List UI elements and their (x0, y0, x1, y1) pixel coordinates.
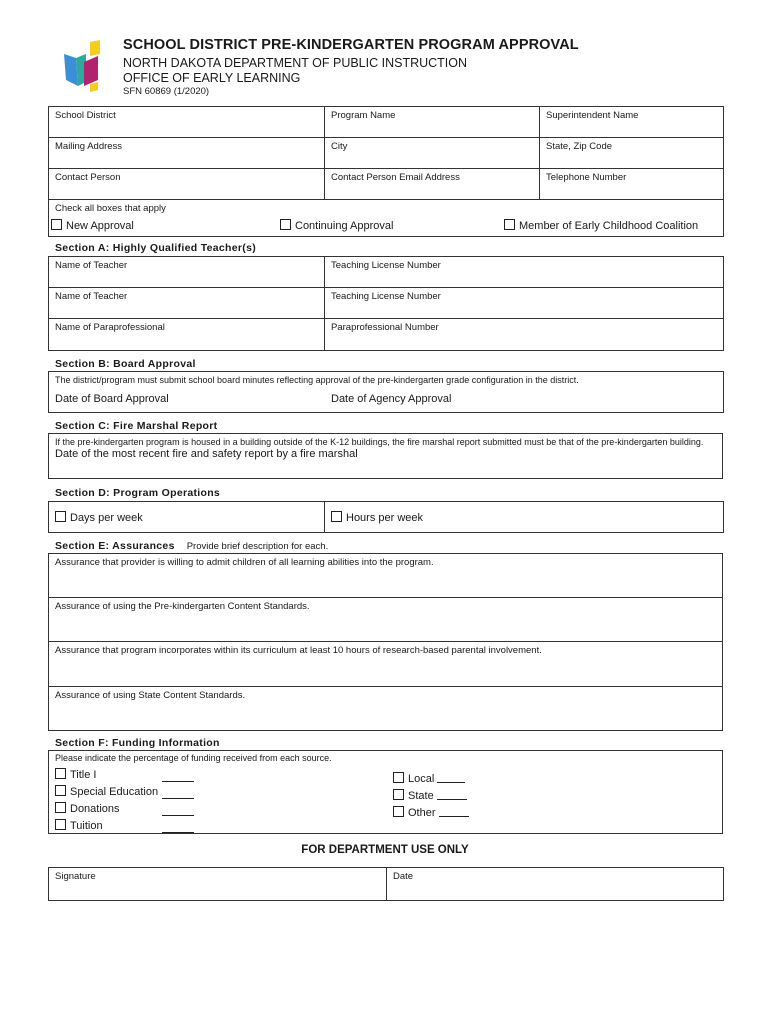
section-d-table (48, 501, 724, 533)
agency-approval-date-label[interactable]: Date of Agency Approval (331, 393, 452, 405)
new-approval-label: New Approval (66, 220, 134, 232)
teacher-name-2-label: Name of Teacher (55, 291, 128, 302)
section-e-heading: Section E: Assurances (55, 540, 175, 552)
section-e-table (48, 553, 723, 731)
city-label: City (331, 141, 348, 152)
other-option[interactable] (393, 806, 469, 819)
hours-per-week-label: Hours per week (346, 512, 424, 524)
superintendent-label: Superintendent Name (546, 110, 639, 121)
fire-marshal-row[interactable] (49, 434, 723, 479)
title-i-checkbox[interactable] (55, 768, 66, 779)
office-name: OFFICE OF EARLY LEARNING (123, 71, 301, 85)
section-d-title: Section D: Program Operations (55, 487, 221, 499)
school-district-field[interactable] (49, 107, 325, 138)
tuition-checkbox[interactable] (55, 819, 66, 830)
title-i-label: Title I (70, 769, 97, 781)
days-per-week-field[interactable] (49, 502, 325, 533)
tuition-option[interactable] (55, 819, 103, 832)
department-name: NORTH DAKOTA DEPARTMENT OF PUBLIC INSTRUCTION (123, 56, 468, 70)
donations-label: Donations (70, 803, 120, 815)
assurance-3-label: Assurance that program incorporates within its curriculum at least 10 hours of research-based parental involvement. (55, 645, 542, 656)
fire-report-date-label: Date of the most recent fire and safety report by a fire marshal (55, 448, 358, 460)
form-title: SCHOOL DISTRICT PRE-KINDERGARTEN PROGRAM APPROVAL (123, 37, 579, 53)
funding-instructions: Please indicate the percentage of funding received from each source. (55, 753, 332, 763)
date-field[interactable] (387, 868, 724, 901)
continuing-approval-option[interactable] (280, 219, 393, 232)
tuition-percent-blank[interactable] (162, 822, 194, 833)
continuing-approval-label: Continuing Approval (295, 220, 394, 232)
section-e-note: Provide brief description for each. (186, 541, 329, 552)
signature-field[interactable] (49, 868, 387, 901)
state-label: State (408, 790, 434, 802)
special-education-option[interactable] (55, 785, 158, 798)
state-zip-field[interactable] (540, 138, 724, 169)
form-number: SFN 60869 (1/2020) (123, 86, 210, 97)
special-education-percent-blank[interactable] (162, 788, 194, 799)
other-checkbox[interactable] (393, 806, 404, 817)
assurance-4-label: Assurance of using State Content Standards. (55, 690, 246, 701)
donations-checkbox[interactable] (55, 802, 66, 813)
section-f-box (48, 750, 723, 834)
paraprofessional-number-label: Paraprofessional Number (331, 322, 439, 333)
title-i-percent-blank[interactable] (162, 771, 194, 782)
program-name-label: Program Name (331, 110, 396, 121)
section-b-table (48, 371, 724, 413)
program-name-field[interactable] (325, 107, 540, 138)
tuition-label: Tuition (70, 820, 103, 832)
teacher-name-1-label: Name of Teacher (55, 260, 128, 271)
section-b-title: Section B: Board Approval (55, 358, 196, 370)
section-a-title: Section A: Highly Qualified Teacher(s) (55, 242, 257, 254)
paraprofessional-number-field[interactable] (325, 319, 724, 351)
hours-per-week-field[interactable] (325, 502, 724, 533)
other-label: Other (408, 807, 436, 819)
ndpi-logo (62, 40, 106, 92)
board-approval-date-label[interactable]: Date of Board Approval (55, 393, 169, 405)
check-all-label: Check all boxes that apply (55, 203, 166, 214)
state-percent-blank[interactable] (437, 789, 467, 800)
board-approval-row (49, 372, 724, 413)
state-zip-label: State, Zip Code (546, 141, 613, 152)
assurance-3-field[interactable] (49, 642, 723, 687)
mailing-address-label: Mailing Address (55, 141, 123, 152)
section-e-title (55, 540, 328, 552)
contact-person-label: Contact Person (55, 172, 121, 183)
days-per-week-checkbox[interactable] (55, 511, 66, 522)
special-education-label: Special Education (70, 786, 159, 798)
title-i-option[interactable] (55, 768, 97, 781)
telephone-field[interactable] (540, 169, 724, 200)
coalition-option[interactable] (504, 219, 698, 232)
donations-percent-blank[interactable] (162, 805, 194, 816)
school-district-label: School District (55, 110, 116, 121)
teaching-license-2-label: Teaching License Number (331, 291, 441, 302)
section-c-title: Section C: Fire Marshal Report (55, 420, 218, 432)
other-percent-blank[interactable] (439, 806, 469, 817)
teacher-name-1-field[interactable] (49, 257, 325, 288)
days-per-week-label: Days per week (70, 512, 143, 524)
teacher-name-2-field[interactable] (49, 288, 325, 319)
section-f-title: Section F: Funding Information (55, 737, 220, 749)
mailing-address-field[interactable] (49, 138, 325, 169)
assurance-1-label: Assurance that provider is willing to admit children of all learning abilities into the program. (55, 557, 434, 568)
teaching-license-2-field[interactable] (325, 288, 724, 319)
contact-email-label: Contact Person Email Address (331, 172, 460, 183)
local-option[interactable] (393, 772, 465, 785)
assurance-4-field[interactable] (49, 687, 723, 731)
coalition-label: Member of Early Childhood Coalition (519, 220, 699, 232)
paraprofessional-name-label: Name of Paraprofessional (55, 322, 165, 333)
state-option[interactable] (393, 789, 467, 802)
department-use-title: FOR DEPARTMENT USE ONLY (301, 844, 469, 856)
coalition-checkbox[interactable] (504, 219, 515, 230)
hours-per-week-checkbox[interactable] (331, 511, 342, 522)
section-c-table (48, 433, 723, 479)
new-approval-checkbox[interactable] (51, 219, 62, 230)
state-checkbox[interactable] (393, 789, 404, 800)
telephone-label: Telephone Number (546, 172, 627, 183)
assurance-1-field[interactable] (49, 554, 723, 598)
signature-label: Signature (55, 871, 96, 882)
city-field[interactable] (325, 138, 540, 169)
fire-marshal-instructions: If the pre-kindergarten program is housed in a building outside of the K-12 buildings, the fire marshal report submitted must be that of the pre-kindergarten building. (55, 437, 704, 447)
superintendent-field[interactable] (540, 107, 724, 138)
assurance-2-label: Assurance of using the Pre-kindergarten Content Standards. (55, 601, 310, 612)
donations-option[interactable] (55, 802, 120, 815)
contact-email-field[interactable] (325, 169, 540, 200)
continuing-approval-checkbox[interactable] (280, 219, 291, 230)
special-education-checkbox[interactable] (55, 785, 66, 796)
general-info-table (48, 106, 724, 237)
local-percent-blank[interactable] (437, 772, 465, 783)
teaching-license-1-label: Teaching License Number (331, 260, 441, 271)
section-a-table (48, 256, 724, 351)
paraprofessional-name-field[interactable] (49, 319, 325, 351)
contact-person-field[interactable] (49, 169, 325, 200)
assurance-2-field[interactable] (49, 598, 723, 642)
teaching-license-1-field[interactable] (325, 257, 724, 288)
new-approval-option[interactable] (51, 219, 134, 232)
approval-type-row (49, 200, 724, 237)
local-checkbox[interactable] (393, 772, 404, 783)
local-label: Local (408, 773, 435, 785)
board-approval-instructions: The district/program must submit school board minutes reflecting approval of the pre-kindergarten grade configuration in the district. (55, 375, 579, 385)
date-label: Date (393, 871, 414, 882)
department-use-table (48, 867, 724, 901)
